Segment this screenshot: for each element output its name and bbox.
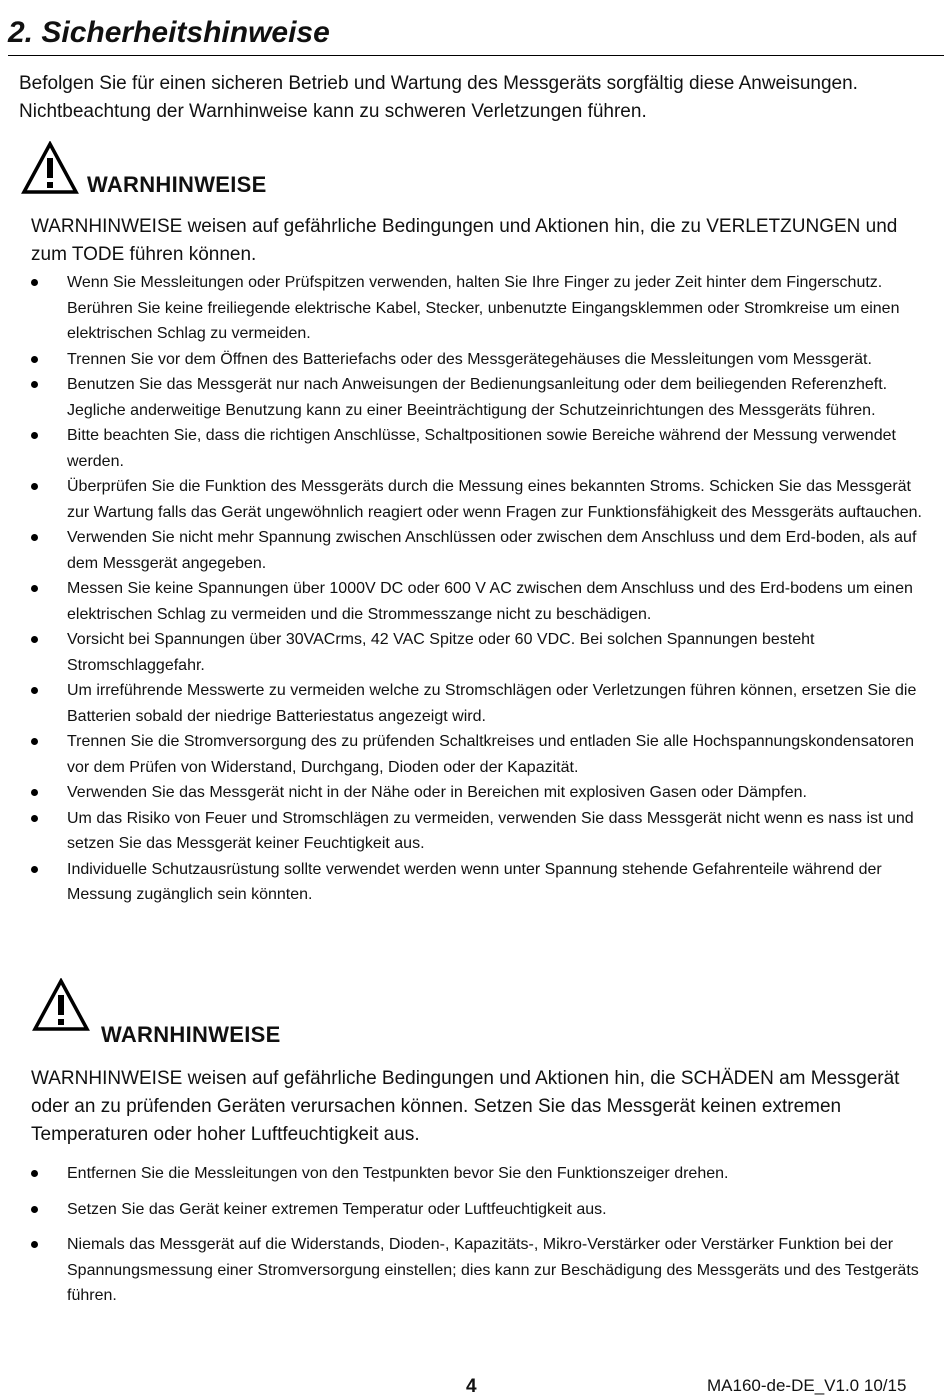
list-item: Entfernen Sie die Messleitungen von den Testpunkten bevor Sie den Funktionszeiger drehen. [31,1161,936,1187]
warning-triangle-icon [32,978,90,1032]
warning-description: WARNHINWEISE weisen auf gefährliche Bedingungen und Aktionen hin, die SCHÄDEN am Messgerät oder an zu prüfenden Geräten verursachen können. Setzen Sie das Messgerät keinen extremen Temperaturen oder hoher Luftfeuchtigkeit aus. [31,1068,900,1145]
list-item: Niemals das Messgerät auf die Widerstands, Dioden-, Kapazitäts-, Mikro-Verstärker oder Verstärker Funktion bei der Spannungsmessung einer Stromversorgung einstellen; dies kann zur Beschädigung des Messgeräts und des Testgeräts führen. [31,1232,936,1309]
list-item: Setzen Sie das Gerät keiner extremen Temperatur oder Luftfeuchtigkeit aus. [31,1197,936,1223]
list-item: Um das Risiko von Feuer und Stromschlägen zu vermeiden, verwenden Sie dass Messgerät nicht wenn es nass ist und setzen Sie das Messgerät keiner Feuchtigkeit aus. [31,806,936,857]
warning-title: WARNHINWEISE [101,1022,281,1047]
section-heading: 2. Sicherheitshinweise [8,14,944,56]
list-item: Bitte beachten Sie, dass die richtigen Anschlüsse, Schaltpositionen sowie Bereiche während der Messung verwendet werden. [31,423,936,474]
list-item: Trennen Sie die Stromversorgung des zu prüfenden Schaltkreises und entladen Sie alle Hochspannungskondensatoren vor dem Prüfen von Widerstand, Durchgang, Dioden oder der Kapazität. [31,729,936,780]
warning-triangle-icon [21,141,79,195]
list-item: Verwenden Sie nicht mehr Spannung zwischen Anschlüssen oder zwischen dem Anschluss und dem Erd-boden, als auf dem Messgerät angegeben. [31,525,936,576]
list-item: Benutzen Sie das Messgerät nur nach Anweisungen der Bedienungsanleitung oder dem beiliegenden Referenzheft. Jegliche anderweitige Benutzung kann zu einer Beeinträchtigung der Schutzeinrichtungen des Messgeräts führen. [31,372,936,423]
list-item: Vorsicht bei Spannungen über 30VACrms, 42 VAC Spitze oder 60 VDC. Bei solchen Spannungen besteht Stromschlaggefahr. [31,627,936,678]
list-item: Messen Sie keine Spannungen über 1000V DC oder 600 V AC zwischen dem Anschluss und des Erd-bodens um einen elektrischen Schlag zu vermeiden und die Strommesszange nicht zu beschädigen. [31,576,936,627]
warning-list [31,1161,936,1319]
warning-list [31,270,936,908]
list-item: Wenn Sie Messleitungen oder Prüfspitzen verwenden, halten Sie Ihre Finger zu jeder Zeit hinter dem Fingerschutz. Berühren Sie keine freiliegende elektrische Kabel, Stecker, unbenutzte Eingangsklemmen oder Stromkreise um einen elektrischen Schlag zu vermeiden. [31,270,936,347]
list-item: Überprüfen Sie die Funktion des Messgeräts durch die Messung eines bekannten Stroms. Schicken Sie das Messgerät zur Wartung falls das Gerät ungewöhnlich reagiert oder wenn Fragen zur Funktionsfähigkeit des Messgeräts auftauchen. [31,474,936,525]
warning-description: WARNHINWEISE weisen auf gefährliche Bedingungen und Aktionen hin, die zu VERLETZUNGEN und zum TODE führen können. [31,216,898,265]
list-item: Verwenden Sie das Messgerät nicht in der Nähe oder in Bereichen mit explosiven Gasen oder Dämpfen. [31,780,936,806]
list-item: Trennen Sie vor dem Öffnen des Batteriefachs oder des Messgerätegehäuses die Messleitungen vom Messgerät. [31,347,936,373]
list-item: Um irreführende Messwerte zu vermeiden welche zu Stromschlägen oder Verletzungen führen können, ersetzen Sie die Batterien sobald der niedrige Batteriestatus angezeigt wird. [31,678,936,729]
intro-paragraph: Befolgen Sie für einen sicheren Betrieb und Wartung des Messgeräts sorgfältig diese Anweisungen. Nichtbeachtung der Warnhinweise kann zu schweren Verletzungen führen. [19,73,858,122]
list-item: Individuelle Schutzausrüstung sollte verwendet werden wenn unter Spannung stehende Gefahrenteile während der Messung zugänglich sein könnten. [31,857,936,908]
page-number: 4 [466,1376,477,1397]
document-code: MA160-de-DE_V1.0 10/15 [707,1376,907,1395]
warning-title: WARNHINWEISE [87,172,267,197]
